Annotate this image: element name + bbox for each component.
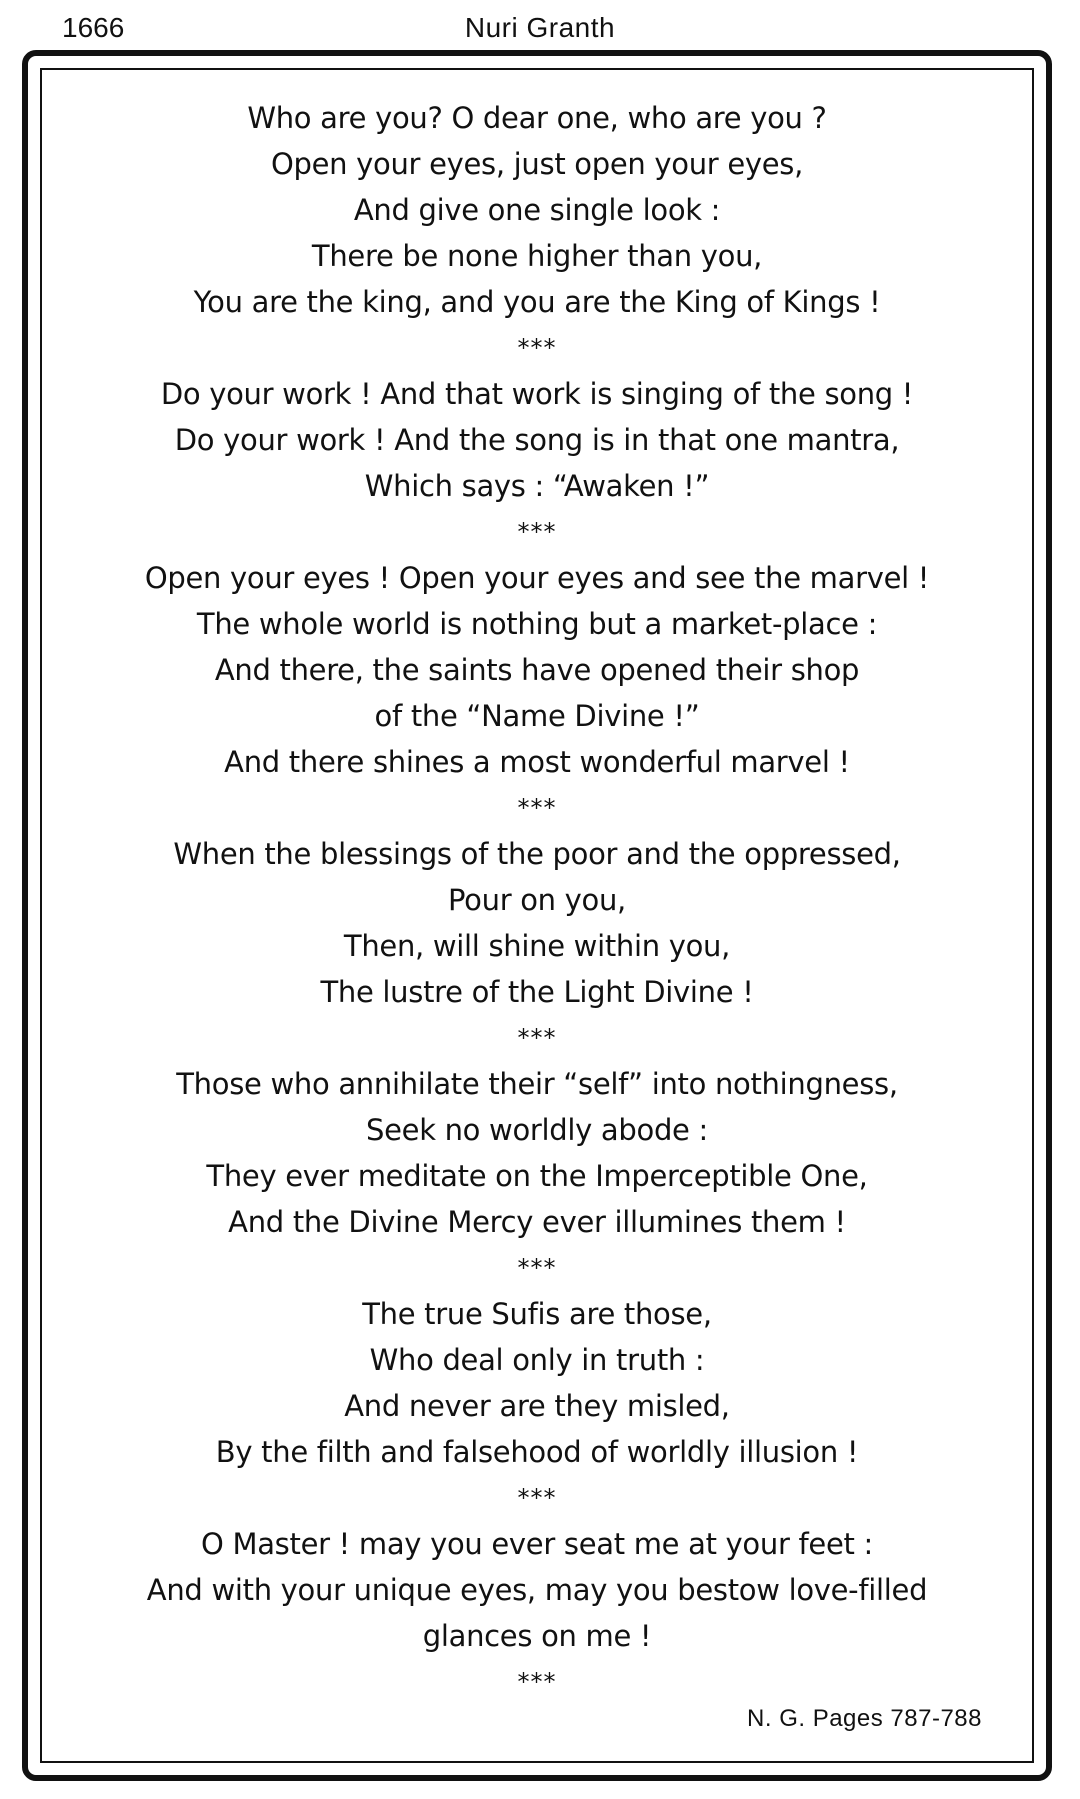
poem (42, 95, 1032, 1705)
poem-line: And there shines a most wonderful marvel ! (224, 745, 850, 779)
stanza-5 (42, 1061, 1032, 1291)
poem-line: Do your work ! And that work is singing of the song ! (160, 377, 914, 411)
poem-line: And the Divine Mercy ever illumines them ! (228, 1205, 846, 1239)
poem-line: Who are you? O dear one, who are you ? (247, 101, 827, 135)
poem-line: And never are they misled, (344, 1389, 730, 1423)
poem-line: You are the king, and you are the King of Kings ! (193, 285, 881, 319)
stanza-separator: *** (517, 518, 557, 546)
stanza-separator: *** (517, 1668, 557, 1696)
poem-line: Those who annihilate their “self” into nothingness, (176, 1067, 898, 1101)
poem-line: And give one single look : (353, 193, 721, 227)
stanza-1 (42, 95, 1032, 371)
book-title: Nuri Granth (464, 12, 616, 43)
stanza-4 (42, 831, 1032, 1061)
stanza-separator: *** (517, 1484, 557, 1512)
poem-line: of the “Name Divine !” (374, 699, 700, 733)
poem-line: When the blessings of the poor and the oppressed, (173, 837, 901, 871)
poem-line: The lustre of the Light Divine ! (320, 975, 754, 1009)
poem-line: glances on me ! (422, 1619, 652, 1653)
page-number: 1666 (62, 12, 125, 43)
poem-line: Then, will shine within you, (343, 929, 731, 963)
poem-line: Open your eyes, just open your eyes, (270, 147, 804, 181)
poem-line: And with your unique eyes, may you bestow love-filled (146, 1573, 928, 1607)
poem-line: O Master ! may you ever seat me at your feet : (201, 1527, 873, 1561)
poem-line: Do your work ! And the song is in that one mantra, (174, 423, 900, 457)
stanza-separator: *** (517, 1024, 557, 1052)
poem-line: There be none higher than you, (311, 239, 763, 273)
poem-line: The whole world is nothing but a market-place : (196, 607, 878, 641)
stanza-7 (42, 1521, 1032, 1705)
outer-border-frame (22, 50, 1052, 1781)
poem-line: Seek no worldly abode : (366, 1113, 708, 1147)
poem-line: Which says : “Awaken !” (364, 469, 710, 503)
poem-line: Who deal only in truth : (369, 1343, 705, 1377)
poem-line: By the filth and falsehood of worldly illusion ! (215, 1435, 859, 1469)
poem-line: And there, the saints have opened their shop (214, 653, 860, 687)
stanza-separator: *** (517, 794, 557, 822)
stanza-2 (42, 371, 1032, 555)
stanza-3 (42, 555, 1032, 831)
poem-line: The true Sufis are those, (362, 1297, 712, 1331)
page-reference: N. G. Pages 787-788 (747, 1705, 982, 1732)
poem-line: Open your eyes ! Open your eyes and see the marvel ! (144, 561, 930, 595)
poem-line: Pour on you, (448, 883, 626, 917)
stanza-separator: *** (517, 1254, 557, 1282)
page-header (0, 8, 1080, 48)
poem-line: They ever meditate on the Imperceptible One, (206, 1159, 868, 1193)
inner-border-frame (40, 68, 1034, 1763)
stanza-6 (42, 1291, 1032, 1521)
stanza-separator: *** (517, 334, 557, 362)
